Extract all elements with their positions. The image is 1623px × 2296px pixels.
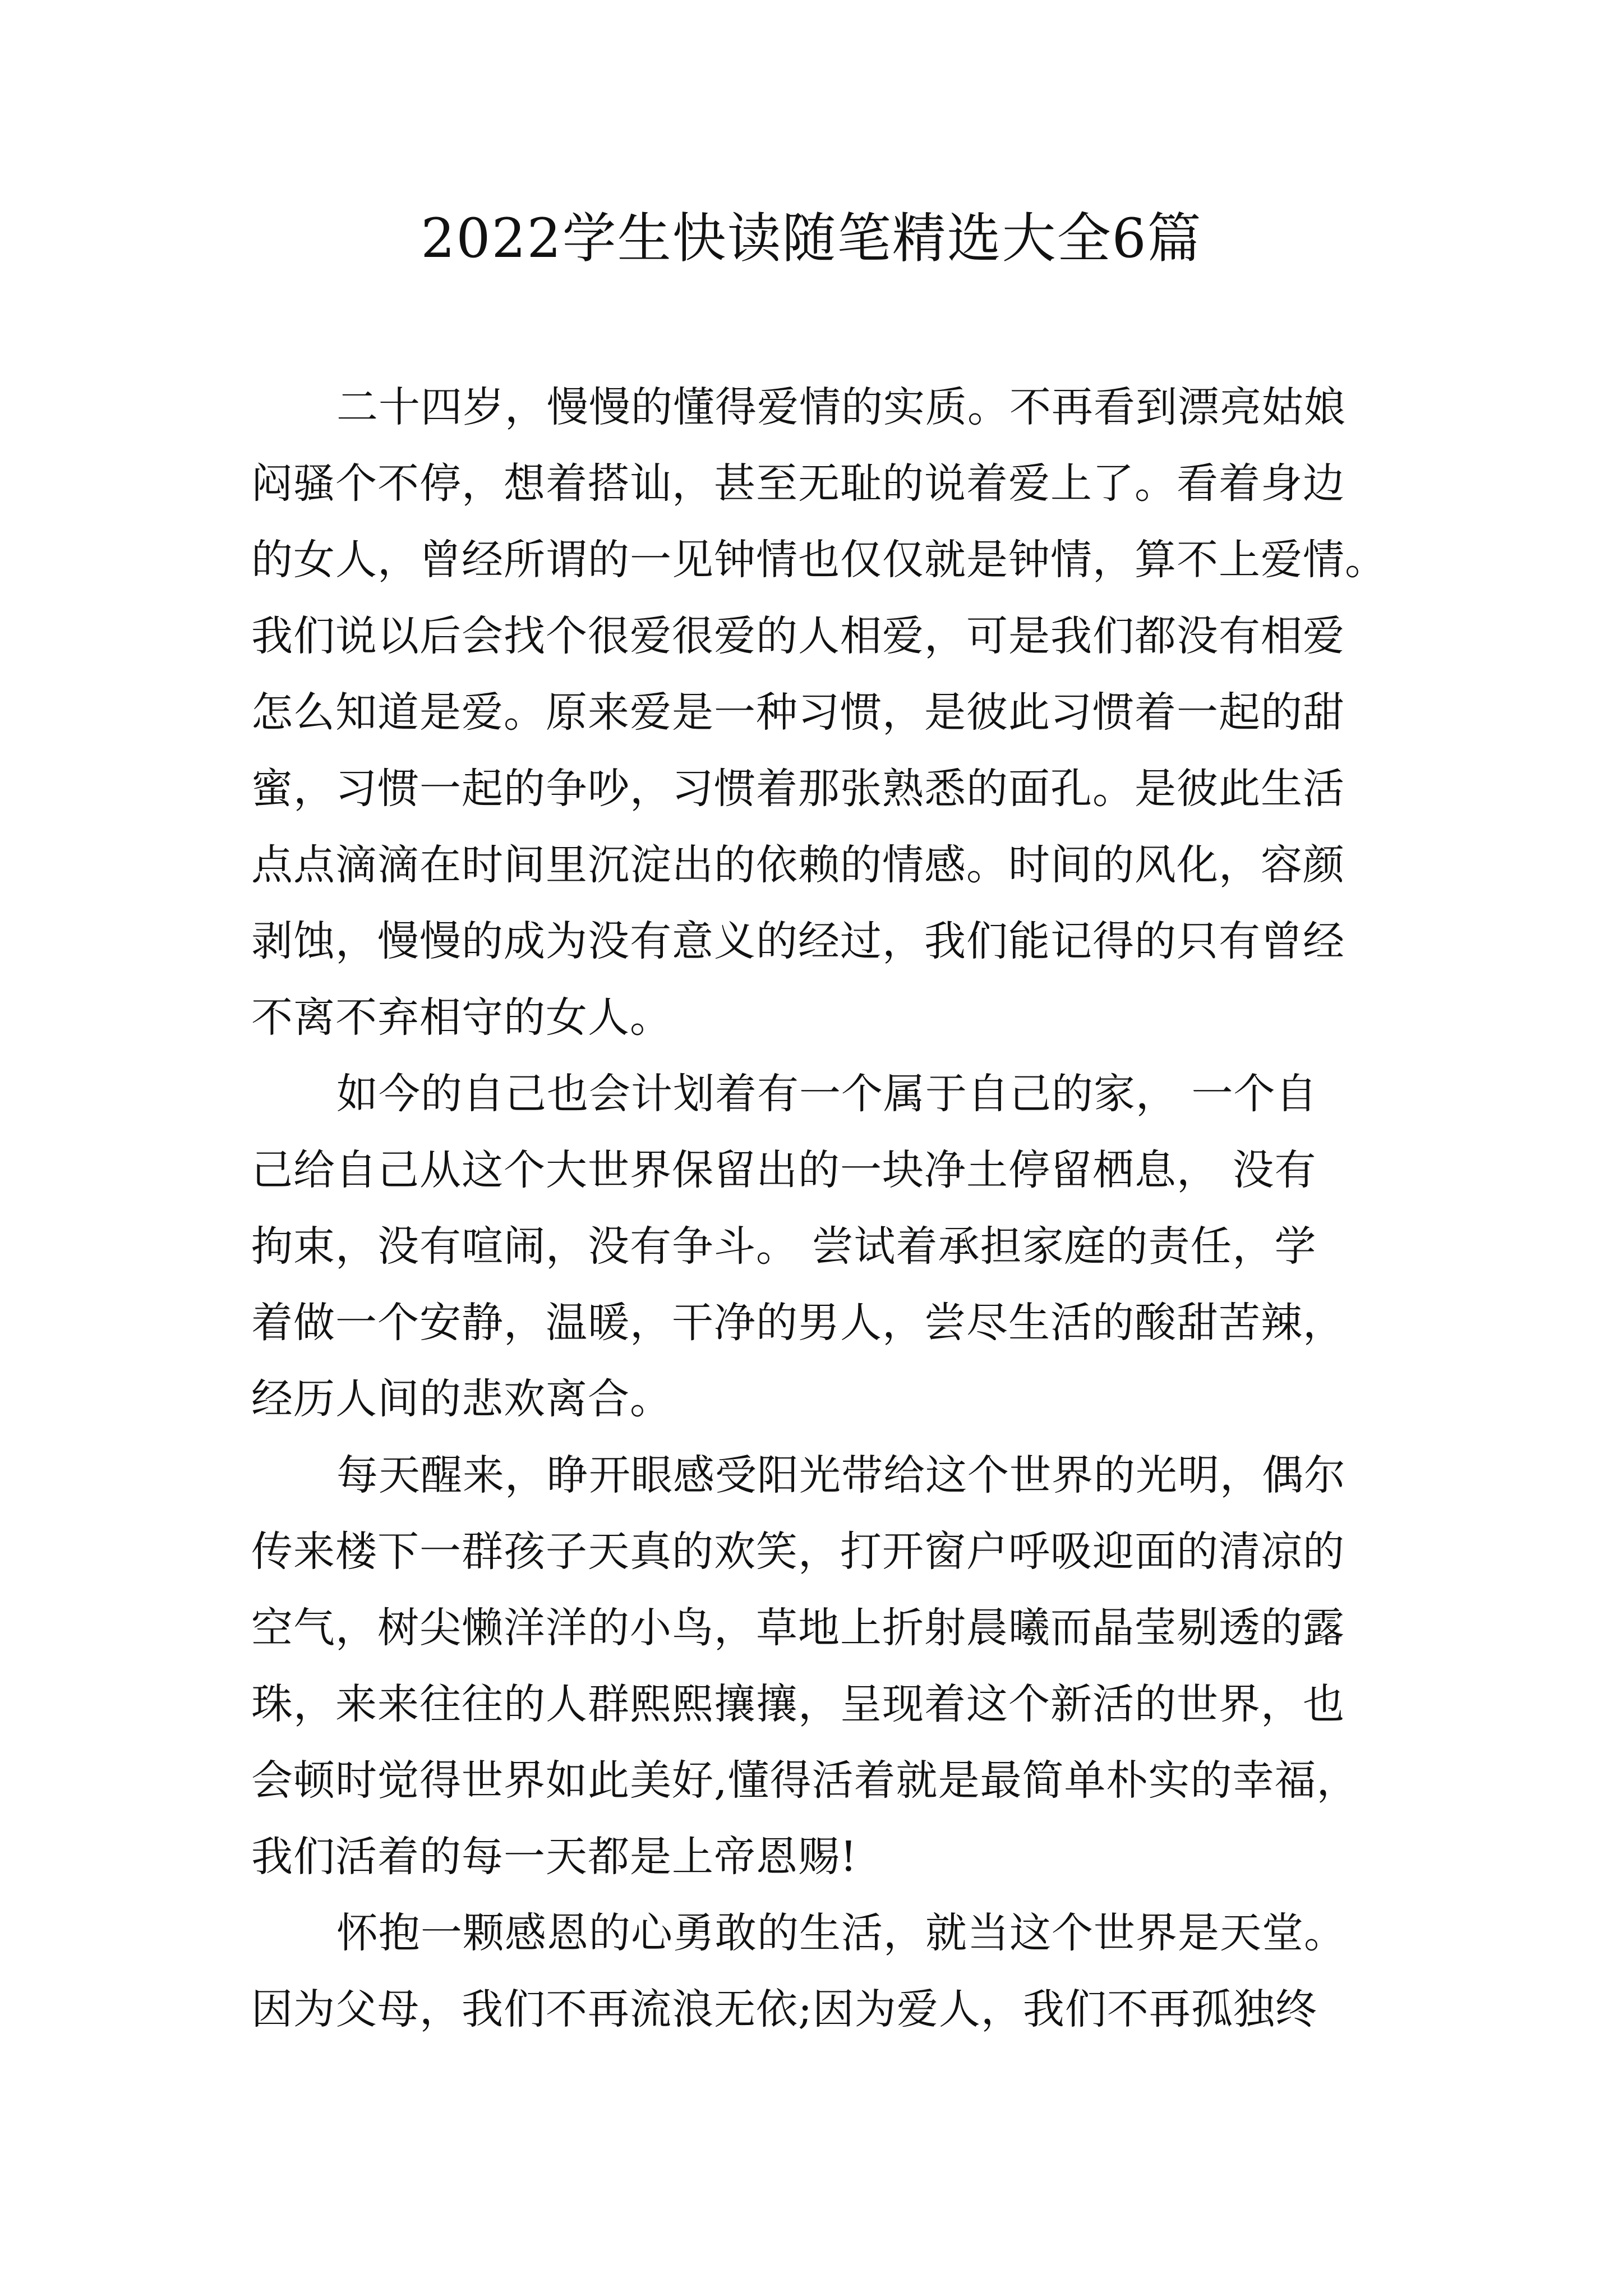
paragraph-1-line-9: 不离不弃相守的女人。 (251, 993, 672, 1042)
paragraph-3-line-1: 每天醒来，睁开眼感受阳光带给这个世界的光明，偶尔 (336, 1451, 1346, 1499)
paragraph-1-line-1: 二十四岁，慢慢的懂得爱情的实质。不再看到漂亮姑娘 (336, 383, 1346, 431)
paragraph-4-line-2: 因为父母，我们不再流浪无依;因为爱人，我们不再孤独终 (251, 1985, 1317, 2033)
paragraph-2-line-4: 着做一个安静，温暖，干净的男人，尝尽生活的酸甜苦辣， (251, 1299, 1345, 1347)
paragraph-2-line-3: 拘束，没有喧闹，没有争斗。 尝试着承担家庭的责任，学 (251, 1222, 1317, 1271)
paragraph-4-line-1: 怀抱一颗感恩的心勇敢的生活，就当这个世界是天堂。 (336, 1909, 1346, 1957)
paragraph-3-line-5: 会顿时觉得世界如此美好,懂得活着就是最简单朴实的幸福， (251, 1756, 1359, 1805)
paragraph-1-line-8: 剥蚀，慢慢的成为没有意义的经过，我们能记得的只有曾经 (251, 917, 1345, 965)
paragraph-2-line-5: 经历人间的悲欢离合。 (251, 1375, 672, 1423)
paragraph-1-line-6: 蜜，习惯一起的争吵，习惯着那张熟悉的面孔。是彼此生活 (251, 765, 1345, 813)
paragraph-1-line-2: 闷骚个不停，想着搭讪，甚至无耻的说着爱上了。看着身边 (251, 459, 1345, 508)
document-title: 2022学生快读随笔精选大全6篇 (421, 207, 1202, 270)
paragraph-3-line-4: 珠，来来往往的人群熙熙攘攘，呈现着这个新活的世界，也 (251, 1680, 1345, 1728)
paragraph-1-line-7: 点点滴滴在时间里沉淀出的依赖的情感。时间的风化，容颜 (251, 841, 1345, 889)
paragraph-1-line-5: 怎么知道是爱。原来爱是一种习惯，是彼此习惯着一起的甜 (251, 688, 1345, 737)
paragraph-1-line-4: 我们说以后会找个很爱很爱的人相爱，可是我们都没有相爱 (251, 612, 1345, 660)
paragraph-3-line-3: 空气，树尖懒洋洋的小鸟，草地上折射晨曦而晶莹剔透的露 (251, 1604, 1345, 1652)
paragraph-1-line-3: 的女人，曾经所谓的一见钟情也仅仅就是钟情，算不上爱情。 (251, 536, 1387, 584)
paragraph-2-line-1: 如今的自己也会计划着有一个属于自己的家， 一个自 (336, 1070, 1318, 1118)
paragraph-3-line-6: 我们活着的每一天都是上帝恩赐! (251, 1833, 857, 1881)
paragraph-2-line-2: 己给自己从这个大世界保留出的一块净土停留栖息， 没有 (251, 1146, 1317, 1194)
paragraph-3-line-2: 传来楼下一群孩子天真的欢笑，打开窗户呼吸迎面的清凉的 (251, 1527, 1345, 1576)
document-body (251, 369, 1395, 2047)
